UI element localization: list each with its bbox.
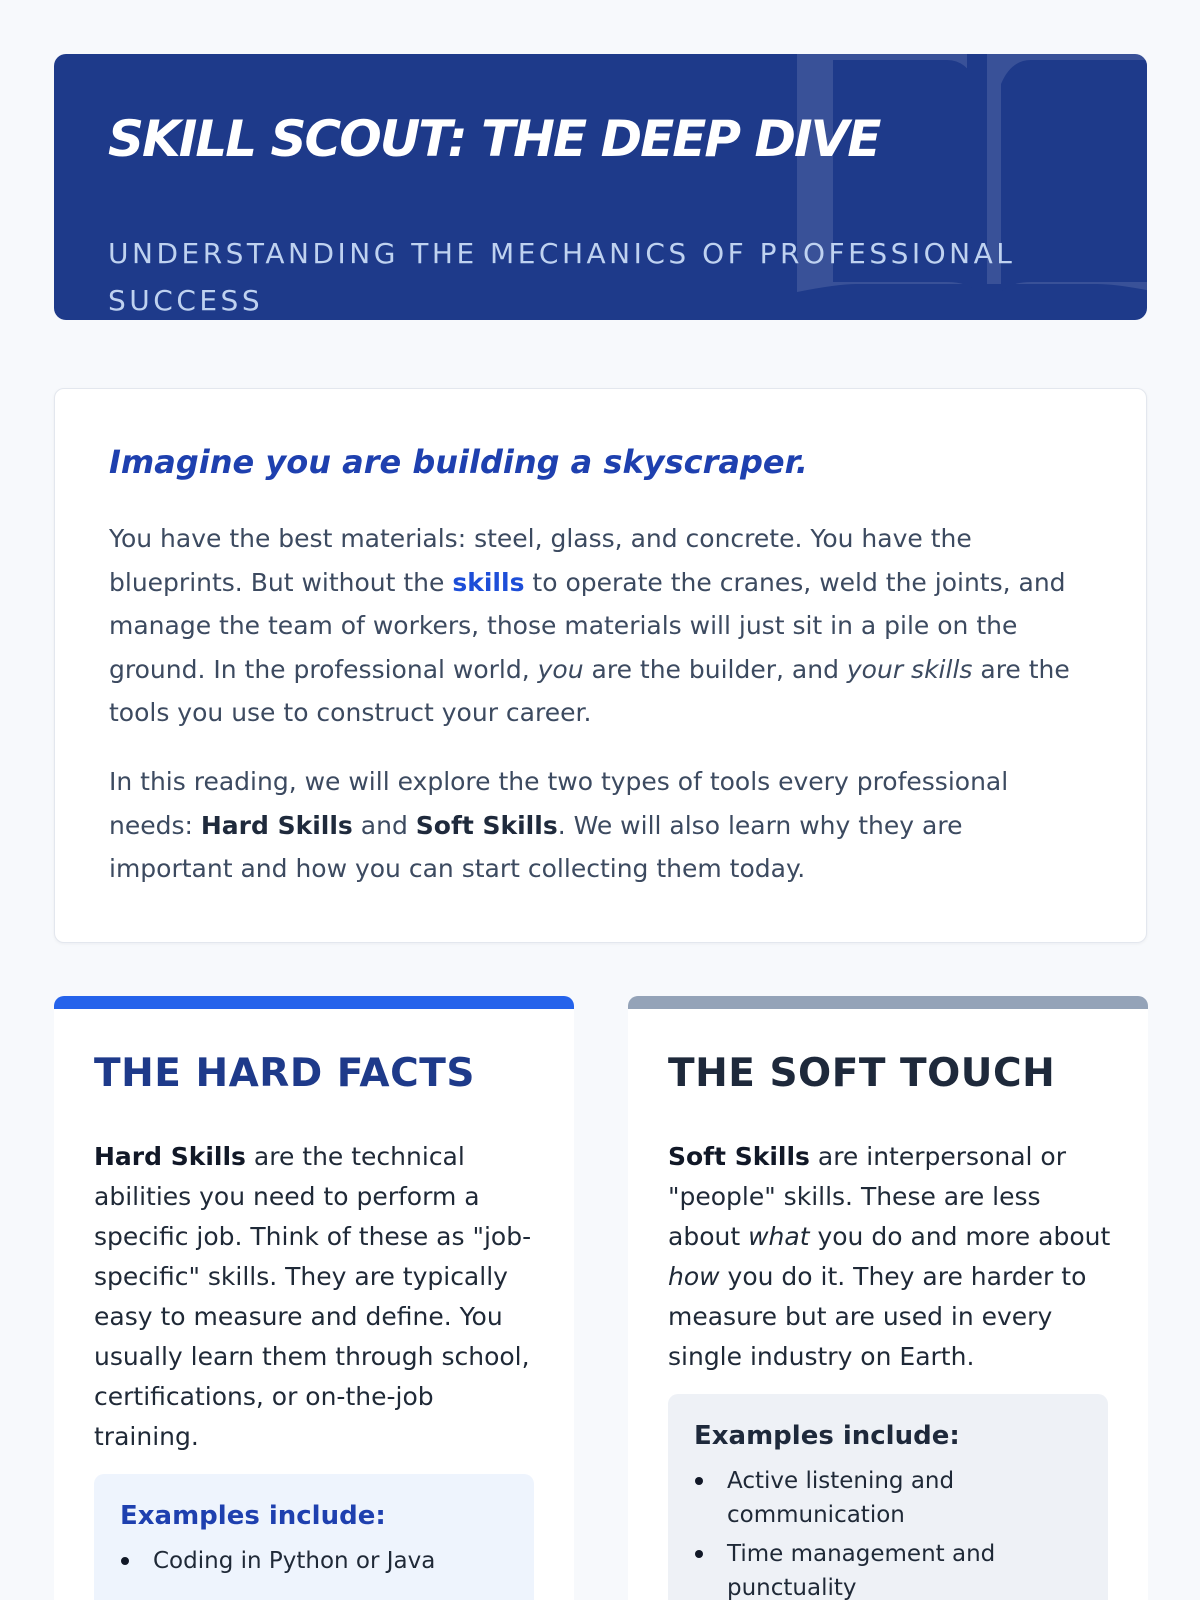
examples-label: Examples include: xyxy=(694,1421,960,1451)
description-text: you do it. They are harder to measure but are used in every single industry on Earth. xyxy=(668,1262,1087,1371)
intro-text: You have the best materials: steel, glass, and concrete. You have the blueprints. But without the xyxy=(109,524,972,597)
description-text: are interpersonal or "people" skills. These are less about xyxy=(668,1142,1066,1251)
intro-paragraph xyxy=(109,760,1089,891)
skills-highlight: skills xyxy=(452,567,525,597)
hard-skills-card xyxy=(54,996,574,1600)
examples-list xyxy=(120,1544,508,1578)
hard-skills-examples xyxy=(94,1474,534,1600)
description-text: you do and more about xyxy=(809,1222,1111,1251)
soft-skills-term: Soft Skills xyxy=(668,1142,810,1171)
hard-skills-title: THE HARD FACTS xyxy=(94,1051,475,1096)
page-header xyxy=(54,54,1147,320)
soft-skills-card xyxy=(628,996,1148,1600)
intro-text: are the tools you use to construct your career. xyxy=(109,654,1070,727)
emphasis-you: you xyxy=(537,654,584,684)
intro-heading: Imagine you are building a skyscraper. xyxy=(109,443,808,481)
intro-text: In this reading, we will explore the two types of tools every professional needs: xyxy=(109,767,1009,840)
intro-text: to operate the cranes, weld the joints, and manage the team of workers, those materials will just sit in a pile on the ground. In the professional world, xyxy=(109,567,1066,684)
emphasis-what: what xyxy=(748,1222,810,1251)
hard-skills-description xyxy=(94,1137,544,1457)
hard-skills-term: Hard Skills xyxy=(200,810,353,840)
intro-text: and xyxy=(352,810,416,840)
list-item: Time management and punctuality xyxy=(694,1537,1082,1600)
soft-skills-description xyxy=(668,1137,1118,1377)
soft-skills-title: THE SOFT TOUCH xyxy=(668,1051,1056,1096)
page-title: SKILL SCOUT: THE DEEP DIVE xyxy=(108,110,880,168)
intro-paragraph xyxy=(109,517,1089,735)
intro-text: are the builder, and xyxy=(583,654,847,684)
examples-label: Examples include: xyxy=(120,1501,386,1531)
emphasis-your-skills: your skills xyxy=(846,654,973,684)
examples-list xyxy=(694,1464,1082,1600)
soft-skills-examples xyxy=(668,1394,1108,1600)
intro-card xyxy=(54,388,1147,943)
page-subtitle: UNDERSTANDING THE MECHANICS OF PROFESSIONAL SUCCESS xyxy=(108,237,1016,317)
list-item: Coding in Python or Java xyxy=(120,1544,508,1578)
emphasis-how: how xyxy=(668,1262,720,1291)
list-item: Active listening and communication xyxy=(694,1464,1082,1532)
soft-skills-term: Soft Skills xyxy=(415,810,558,840)
hard-skills-term: Hard Skills xyxy=(94,1142,246,1171)
intro-text: . We will also learn why they are important and how you can start collecting them today. xyxy=(109,810,963,883)
description-text: are the technical abilities you need to perform a specific job. Think of these as "job-specific" skills. They are typically easy to measure and define. You usually learn them through school, certifications, or on-the-job training. xyxy=(94,1142,532,1451)
